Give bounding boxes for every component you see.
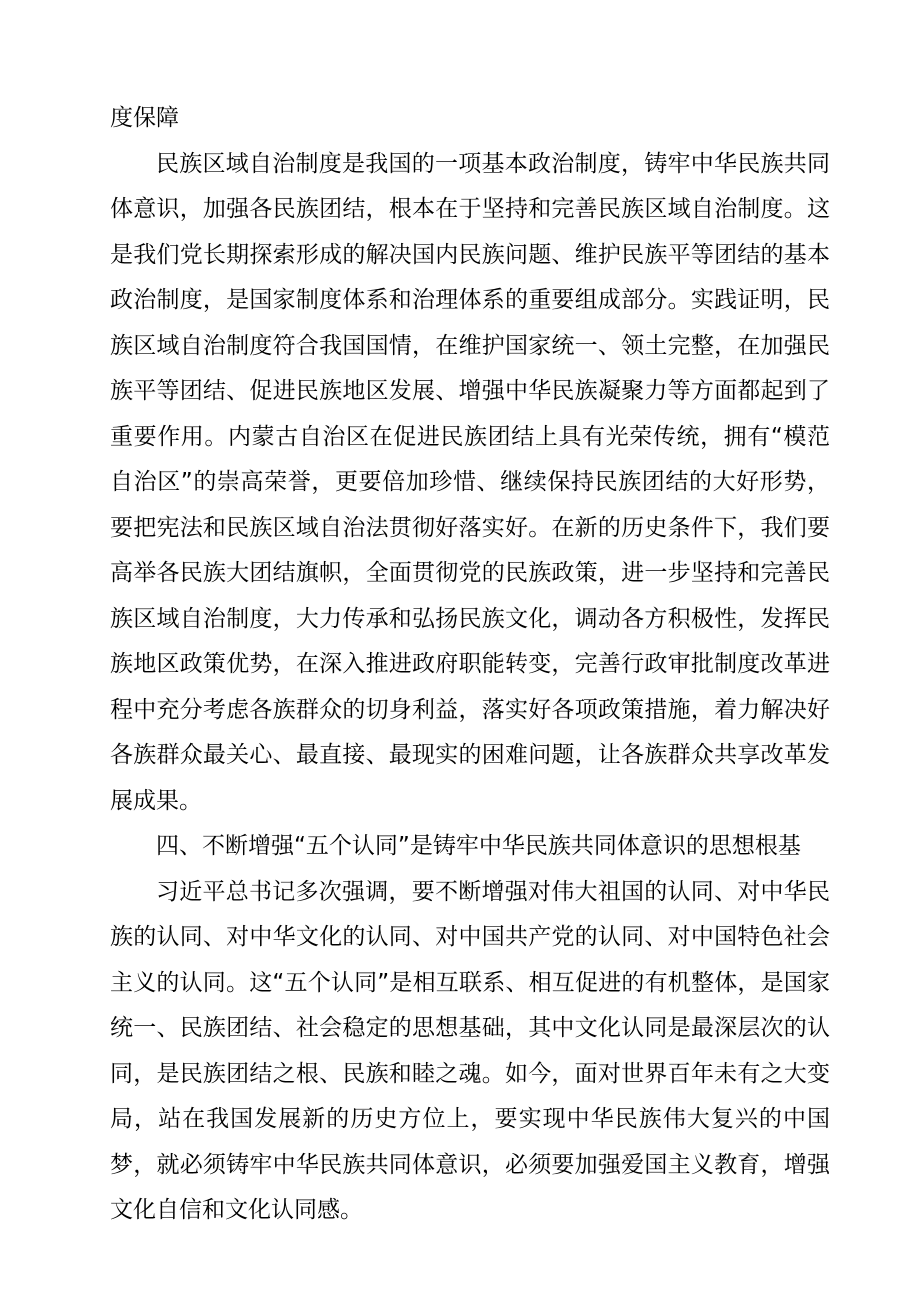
body-paragraph: 民族区域自治制度是我国的一项基本政治制度，铸牢中华民族共同体意识，加强各民族团结，根本在于坚持和完善民族区域自治制度。这是我们党长期探索形成的解决国内民族问题、维护民族平等团结的基本政治制度，是国家制度体系和治理体系的重要组成部分。实践证明，民族区域自治制度符合我国国情，在维护国家统一、领土完整，在加强民族平等团结、促进民族地区发展、增强中华民族凝聚力等方面都起到了重要作用。内蒙古自治区在促进民族团结上具有光荣传统，拥有“模范自治区”的崇高荣誉，更要倍加珍惜、继续保持民族团结的大好形势，要把宪法和民族区域自治法贯彻好落实好。在新的历史条件下，我们要高举各民族大团结旗帜，全面贯彻党的民族政策，进一步坚持和完善民族区域自治制度，大力传承和弘扬民族文化，调动各方积极性，发挥民族地区政策优势，在深入推进政府职能转变，完善行政审批制度改革进程中充分考虑各族群众的切身利益，落实好各项政策措施，着力解决好各族群众最关心、最直接、最现实的困难问题，让各族群众共享改革发展成果。 <box>110 150 830 814</box>
continued-heading-fragment: 度保障 <box>110 105 179 131</box>
document-page <box>110 96 830 1234</box>
section-heading: 四、不断增强“五个认同”是铸牢中华民族共同体意识的思想根基 <box>156 833 801 859</box>
body-paragraph: 习近平总书记多次强调，要不断增强对伟大祖国的认同、对中华民族的认同、对中华文化的认同、对中国共产党的认同、对中国特色社会主义的认同。这“五个认同”是相互联系、相互促进的有机整体，是国家统一、民族团结、社会稳定的思想基础，其中文化认同是最深层次的认同，是民族团结之根、民族和睦之魂。如今，面对世界百年未有之大变局，站在我国发展新的历史方位上，要实现中华民族伟大复兴的中国梦，就必须铸牢中华民族共同体意识，必须要加强爱国主义教育，增强文化自信和文化认同感。 <box>110 878 830 1223</box>
